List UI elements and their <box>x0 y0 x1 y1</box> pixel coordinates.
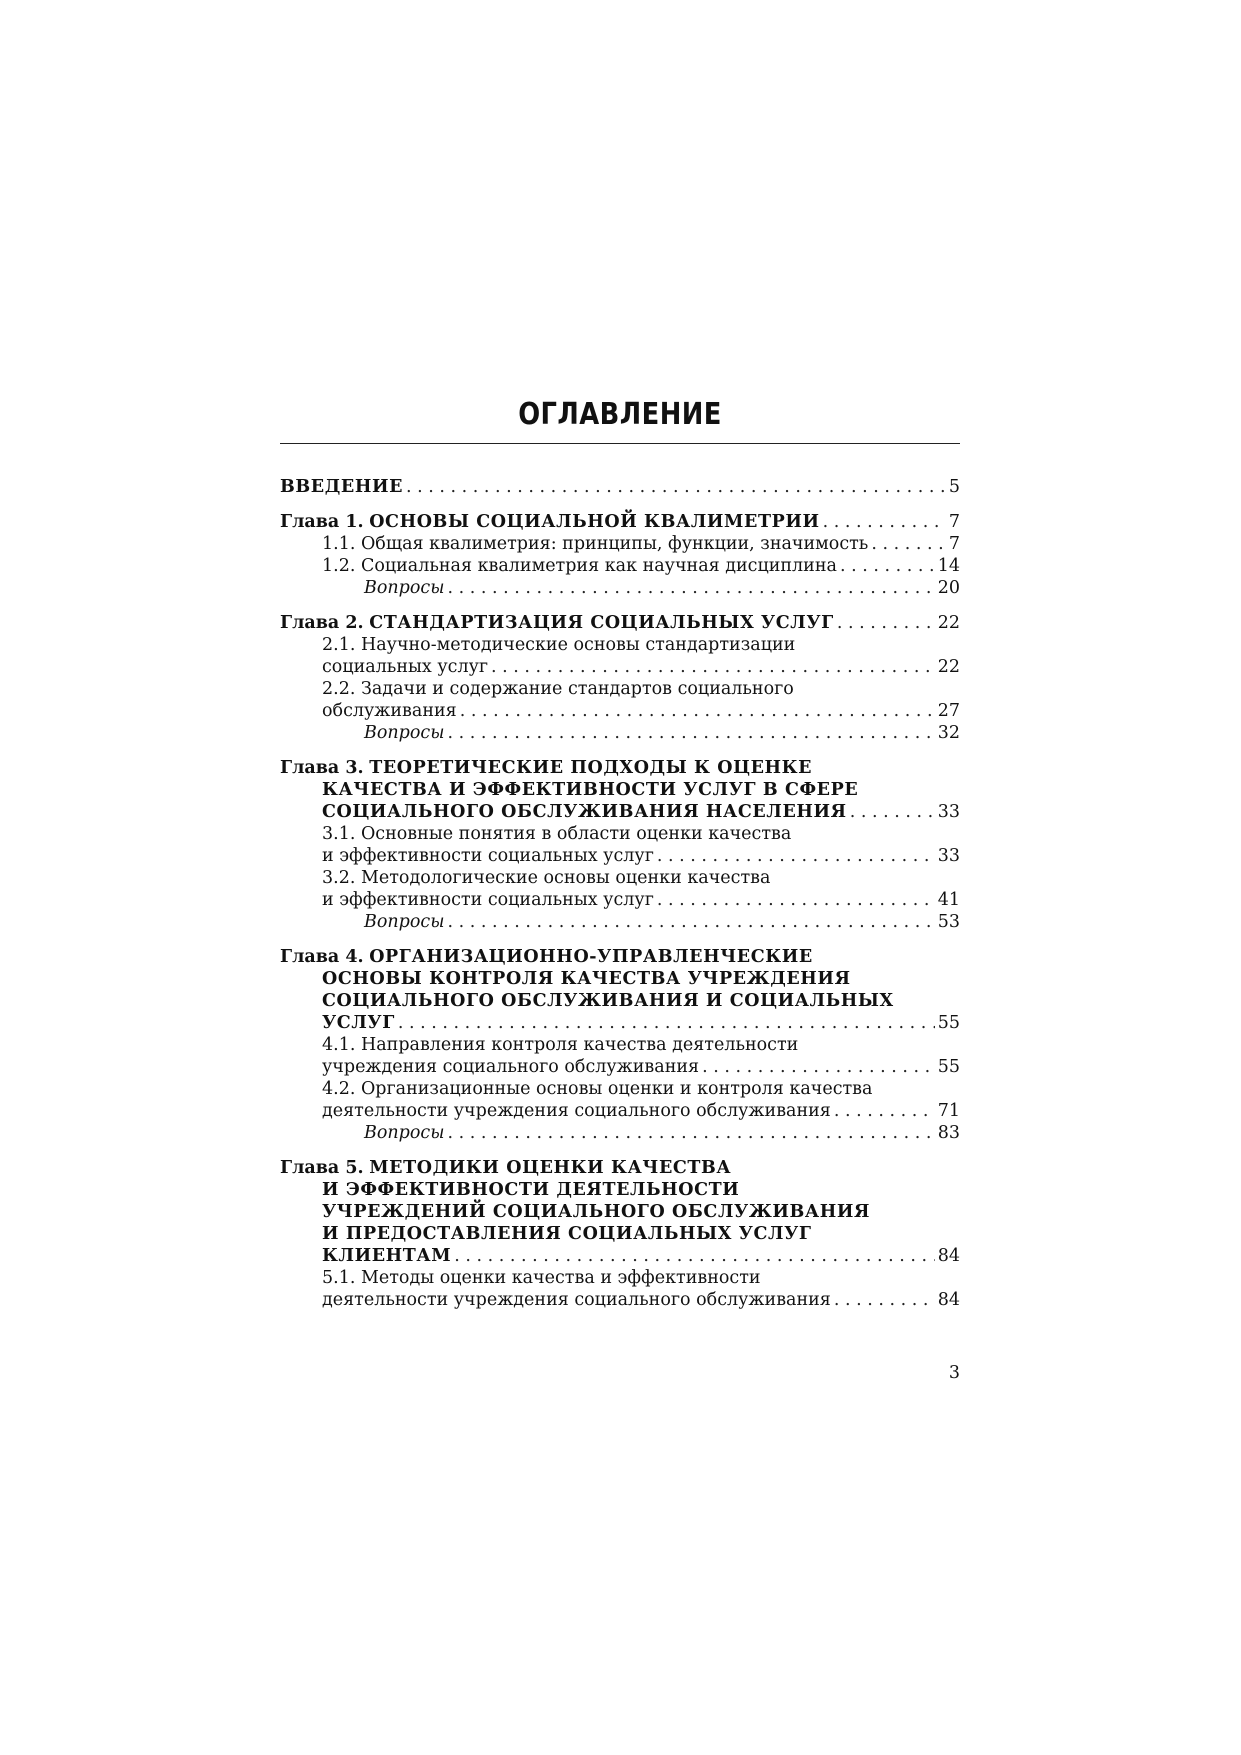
toc-entry-title: ВВЕДЕНИЕ <box>280 477 404 497</box>
dot-leader <box>702 1056 935 1078</box>
toc-page-number: 22 <box>937 657 960 677</box>
questions-label: Вопросы <box>364 1123 445 1143</box>
section-title-line: 5.1. Методы оценки качества и эффективности <box>322 1268 761 1288</box>
toc-page-number: 22 <box>937 613 960 633</box>
chapter-prefix: Глава 5. <box>280 1158 364 1178</box>
dot-leader <box>657 889 935 911</box>
dot-leader <box>447 577 934 599</box>
questions-label: Вопросы <box>364 723 445 743</box>
toc-section-2-2[interactable] <box>280 678 960 722</box>
section-title-line: 3.2. Методологические основы оценки качества <box>322 868 771 888</box>
toc-page-number: 32 <box>937 723 960 743</box>
toc-section-5-1[interactable] <box>280 1267 960 1311</box>
dot-leader <box>460 700 935 722</box>
chapter-prefix: Глава 4. <box>280 947 364 967</box>
chapter-title-line: КАЧЕСТВА И ЭФФЕКТИВНОСТИ УСЛУГ В СФЕРЕ <box>322 780 859 800</box>
chapter-title-line: ТЕОРЕТИЧЕСКИЕ ПОДХОДЫ К ОЦЕНКЕ <box>369 758 813 778</box>
toc-page-number: 55 <box>937 1013 960 1033</box>
dot-leader <box>406 476 946 498</box>
toc-page-number: 84 <box>937 1290 960 1310</box>
dot-leader <box>837 612 935 634</box>
toc-page-number: 7 <box>948 512 960 532</box>
dot-leader <box>491 656 935 678</box>
dot-leader <box>871 533 946 555</box>
section-title: 1.2. Социальная квалиметрия как научная дисциплина <box>322 556 837 576</box>
dot-leader <box>834 1289 935 1311</box>
chapter-title-line: УЧРЕЖДЕНИЙ СОЦИАЛЬНОГО ОБСЛУЖИВАНИЯ <box>322 1202 871 1222</box>
toc-section-3-2[interactable] <box>280 867 960 911</box>
chapter-prefix: Глава 2. <box>280 613 364 633</box>
section-title-line: и эффективности социальных услуг <box>322 890 654 910</box>
toc-page-number: 84 <box>937 1246 960 1266</box>
toc-page-number: 33 <box>937 802 960 822</box>
chapter-prefix: Глава 1. <box>280 512 364 532</box>
toc-questions-4[interactable] <box>280 1122 960 1144</box>
chapter-title-line: ОСНОВЫ КОНТРОЛЯ КАЧЕСТВА УЧРЕЖДЕНИЯ <box>322 969 851 989</box>
chapter-title: СТАНДАРТИЗАЦИЯ СОЦИАЛЬНЫХ УСЛУГ <box>369 613 834 633</box>
toc-section-1-2[interactable] <box>280 555 960 577</box>
section-title-line: обслуживания <box>322 701 457 721</box>
toc-section-1-1[interactable] <box>280 533 960 555</box>
section-title-line: 2.1. Научно-методические основы стандартизации <box>322 635 796 655</box>
toc-chapter-3[interactable] <box>280 757 960 823</box>
toc-section-4-2[interactable] <box>280 1078 960 1122</box>
dot-leader <box>850 801 935 823</box>
toc-section-2-1[interactable] <box>280 634 960 678</box>
chapter-title-line: И ПРЕДОСТАВЛЕНИЯ СОЦИАЛЬНЫХ УСЛУГ <box>322 1224 812 1244</box>
page-title: ОГЛАВЛЕНИЕ <box>518 397 722 432</box>
questions-label: Вопросы <box>364 578 445 598</box>
dot-leader <box>398 1012 935 1034</box>
dot-leader <box>447 1122 934 1144</box>
section-title: 1.1. Общая квалиметрия: принципы, функции, значимость <box>322 534 869 554</box>
toc-page-number: 83 <box>937 1123 960 1143</box>
section-title-line: 3.1. Основные понятия в области оценки качества <box>322 824 792 844</box>
section-title-line: и эффективности социальных услуг <box>322 846 654 866</box>
section-title-line: деятельности учреждения социального обслуживания <box>322 1101 831 1121</box>
toc-page-number: 5 <box>948 477 960 497</box>
toc-chapter-5[interactable] <box>280 1157 960 1267</box>
toc-entry-intro[interactable] <box>280 476 960 498</box>
questions-label: Вопросы <box>364 912 445 932</box>
toc-chapter-4[interactable] <box>280 946 960 1034</box>
toc-questions-3[interactable] <box>280 911 960 933</box>
dot-leader <box>454 1245 934 1267</box>
chapter-title-line: СОЦИАЛЬНОГО ОБСЛУЖИВАНИЯ НАСЕЛЕНИЯ <box>322 802 847 822</box>
toc-questions-2[interactable] <box>280 722 960 744</box>
toc-questions-1[interactable] <box>280 577 960 599</box>
dot-leader <box>823 511 946 533</box>
toc-page-number: 14 <box>937 556 960 576</box>
chapter-title-line: УСЛУГ <box>322 1013 395 1033</box>
toc-page-number: 20 <box>937 578 960 598</box>
section-title-line: 2.2. Задачи и содержание стандартов социального <box>322 679 794 699</box>
dot-leader <box>840 555 935 577</box>
toc-chapter-1[interactable] <box>280 511 960 533</box>
toc-page-number: 53 <box>937 912 960 932</box>
toc-page-number: 27 <box>937 701 960 721</box>
chapter-title-line: МЕТОДИКИ ОЦЕНКИ КАЧЕСТВА <box>369 1158 732 1178</box>
chapter-title: ОСНОВЫ СОЦИАЛЬНОЙ КВАЛИМЕТРИИ <box>369 512 820 532</box>
dot-leader <box>447 911 934 933</box>
dot-leader <box>447 722 934 744</box>
page-number: 3 <box>948 1363 960 1383</box>
toc-page-number: 55 <box>937 1057 960 1077</box>
chapter-title-line: КЛИЕНТАМ <box>322 1246 452 1266</box>
toc-page-number: 71 <box>937 1101 960 1121</box>
toc-page-number: 41 <box>937 890 960 910</box>
dot-leader <box>834 1100 935 1122</box>
section-title-line: 4.1. Направления контроля качества деятельности <box>322 1035 799 1055</box>
toc-section-3-1[interactable] <box>280 823 960 867</box>
section-title-line: деятельности учреждения социального обслуживания <box>322 1290 831 1310</box>
chapter-title-line: СОЦИАЛЬНОГО ОБСЛУЖИВАНИЯ И СОЦИАЛЬНЫХ <box>322 991 894 1011</box>
section-title-line: учреждения социального обслуживания <box>322 1057 700 1077</box>
chapter-title-line: И ЭФФЕКТИВНОСТИ ДЕЯТЕЛЬНОСТИ <box>322 1180 740 1200</box>
chapter-prefix: Глава 3. <box>280 758 364 778</box>
section-title-line: социальных услуг <box>322 657 489 677</box>
toc-section-4-1[interactable] <box>280 1034 960 1078</box>
toc-page-number: 33 <box>937 846 960 866</box>
toc-page-number: 7 <box>948 534 960 554</box>
chapter-title-line: ОРГАНИЗАЦИОННО-УПРАВЛЕНЧЕСКИЕ <box>369 947 813 967</box>
section-title-line: 4.2. Организационные основы оценки и контроля качества <box>322 1079 873 1099</box>
dot-leader <box>657 845 935 867</box>
table-of-contents <box>280 476 960 1311</box>
title-divider <box>280 443 960 444</box>
toc-chapter-2[interactable] <box>280 612 960 634</box>
